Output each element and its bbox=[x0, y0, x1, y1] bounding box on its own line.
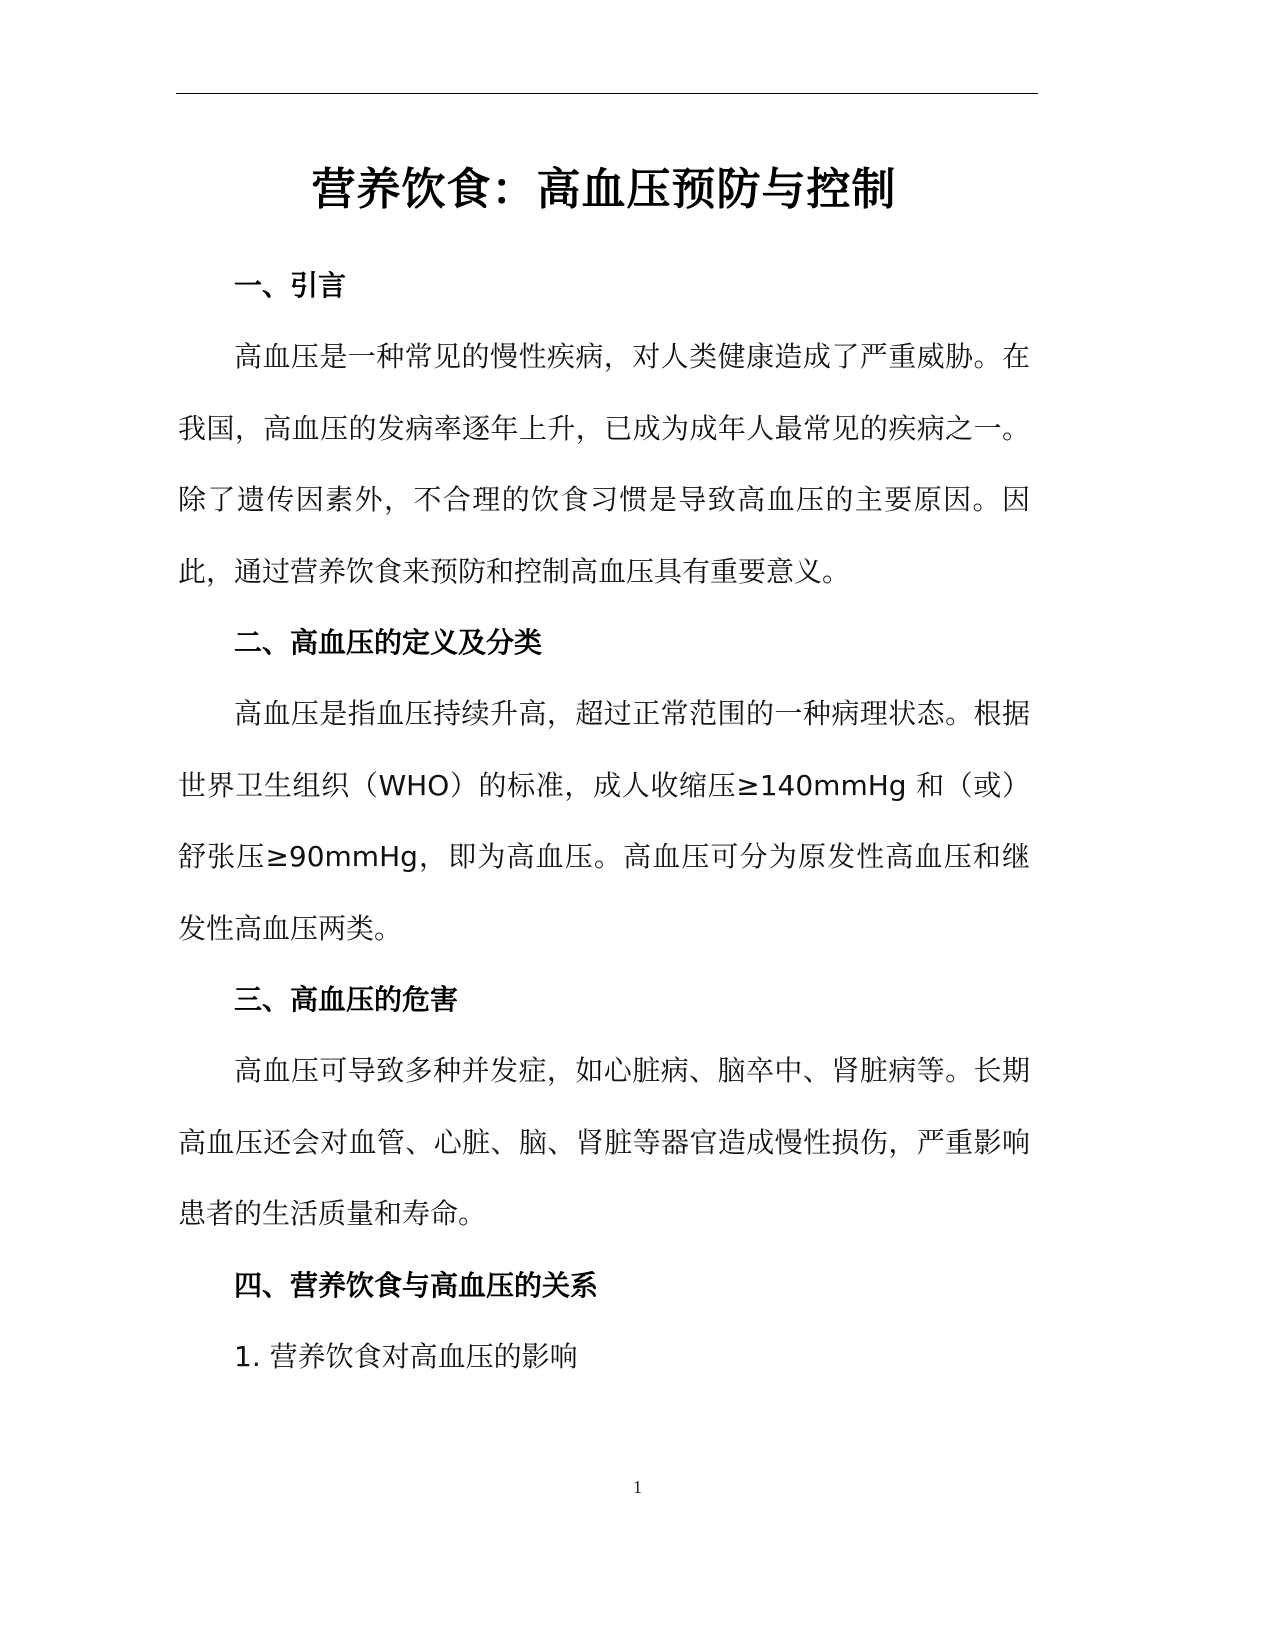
list-item-diet-influence: 1. 营养饮食对高血压的影响 bbox=[234, 1339, 578, 1373]
document-title: 营养饮食：高血压预防与控制 bbox=[311, 164, 897, 215]
section-heading-definition: 二、高血压的定义及分类 bbox=[234, 626, 543, 659]
paragraph-introduction: 高血压是一种常见的慢性疾病，对人类健康造成了严重威胁。在我国，高血压的发病率逐年上升，已成为成年人最常见的疾病之一。除了遗传因素外，不合理的饮食习惯是导致高血压的主要原因。因此，通过营养饮食来预防和控制高血压具有重要意义。 bbox=[178, 340, 1030, 588]
paragraph-hazards: 高血压可导致多种并发症，如心脏病、脑卒中、肾脏病等。长期高血压还会对血管、心脏、脑、肾脏等器官造成慢性损伤，严重影响患者的生活质量和寿命。 bbox=[178, 1054, 1030, 1230]
page-number: 1 bbox=[633, 1477, 642, 1497]
section-heading-hazards: 三、高血压的危害 bbox=[234, 983, 459, 1016]
header-rule bbox=[176, 93, 1038, 94]
section-heading-relationship: 四、营养饮食与高血压的关系 bbox=[234, 1268, 599, 1302]
paragraph-definition: 高血压是指血压持续升高，超过正常范围的一种病理状态。根据世界卫生组织（WHO）的标准，成人收缩压≥140mmHg 和（或）舒张压≥90mmHg，即为高血压。高血压可分为原发性高血压和继发性高血压两类。 bbox=[178, 697, 1030, 945]
page-content bbox=[178, 148, 1030, 1392]
section-heading-introduction: 一、引言 bbox=[234, 269, 347, 302]
